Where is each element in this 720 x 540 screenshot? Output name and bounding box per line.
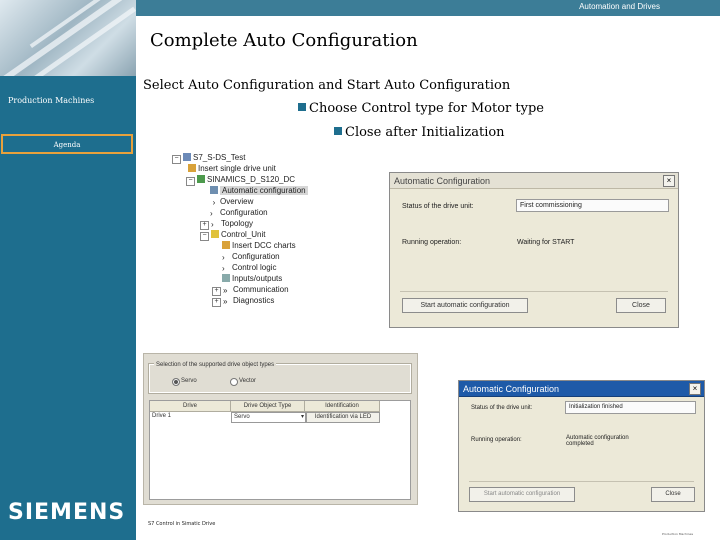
chevron-right-icon: › <box>210 209 213 218</box>
servo-radio[interactable] <box>172 378 180 386</box>
sidebar-section-label: Production Machines <box>8 96 95 105</box>
dialog-title-bar: Automatic Configuration × <box>390 173 678 189</box>
sidebar <box>0 0 136 540</box>
running-label: Running operation: <box>402 239 462 246</box>
project-tree <box>172 152 322 304</box>
page-title: Complete Auto Configuration <box>150 30 418 51</box>
project-icon <box>183 153 191 161</box>
tree-node[interactable]: › Configuration <box>210 208 268 218</box>
tree-node[interactable]: Insert single drive unit <box>188 163 276 174</box>
agenda-label: Agenda <box>53 141 81 149</box>
auto-config-icon <box>210 186 218 194</box>
vector-radio[interactable] <box>230 378 238 386</box>
identify-led-button[interactable]: Identification via LED <box>306 412 380 423</box>
bullet-square-icon <box>298 103 306 111</box>
drive-object-panel <box>143 353 418 505</box>
start-auto-config-button[interactable]: Start automatic configuration <box>469 487 575 502</box>
dialog-title-bar: Automatic Configuration × <box>459 381 704 397</box>
vector-label: Vector <box>239 378 257 384</box>
status-field: First commissioning <box>516 199 669 212</box>
tree-node[interactable]: Insert DCC charts <box>222 240 296 251</box>
chevron-right-icon: › <box>222 253 225 262</box>
tree-node[interactable]: › Overview <box>210 196 253 207</box>
tree-node[interactable]: + » Communication <box>212 284 289 295</box>
expand-icon: + <box>212 287 221 296</box>
tree-node[interactable]: − SINAMICS_D_S120_DC <box>186 174 295 185</box>
tree-node[interactable]: + » Diagnostics <box>212 295 274 306</box>
bullet-2: Close after Initialization <box>334 125 505 140</box>
insert-icon <box>222 241 230 249</box>
drive-unit-icon <box>197 175 205 183</box>
brand-line: Automation and Drives <box>579 2 660 11</box>
expand-icon: + <box>200 221 209 230</box>
collapse-icon: − <box>200 232 209 241</box>
chevron-right-icon: › <box>212 198 216 207</box>
bullet-square-icon <box>334 127 342 135</box>
agenda-button[interactable] <box>1 134 133 154</box>
status-field: Initialization finished <box>565 401 696 414</box>
servo-label: Servo <box>181 378 197 384</box>
running-label: Running operation: <box>471 437 522 443</box>
tree-node-selected[interactable]: Automatic configuration <box>210 185 308 196</box>
table-cell: Drive 1 <box>152 413 172 419</box>
tree-node[interactable]: › Control logic <box>222 263 277 273</box>
chevron-down-icon: ▾ <box>300 414 304 420</box>
column-header: Drive <box>150 401 231 412</box>
chevron-right-icon: » <box>223 297 228 306</box>
drive-type-select[interactable]: Servo ▾ <box>231 412 306 423</box>
tree-node[interactable]: + › Topology <box>200 218 253 229</box>
close-icon[interactable]: × <box>663 175 675 187</box>
subtitle: Select Auto Configuration and Start Auto Configuration <box>143 78 511 93</box>
running-value: Waiting for START <box>517 239 575 246</box>
close-icon[interactable]: × <box>689 383 701 395</box>
hero-image <box>0 0 136 76</box>
start-auto-config-button[interactable]: Start automatic configuration <box>402 298 528 313</box>
running-value: Automatic configuration completed <box>566 435 629 447</box>
tree-node[interactable]: Inputs/outputs <box>222 273 282 284</box>
status-label: Status of the drive unit: <box>402 203 474 210</box>
collapse-icon: − <box>172 155 181 164</box>
io-icon <box>222 274 230 282</box>
group-title: Selection of the supported drive object types <box>156 362 275 368</box>
tree-node[interactable]: › Configuration <box>222 252 280 262</box>
close-button[interactable]: Close <box>651 487 695 502</box>
column-header: Identification <box>305 401 380 412</box>
collapse-icon: − <box>186 177 195 186</box>
chevron-right-icon: › <box>211 220 214 229</box>
expand-icon: + <box>212 298 221 307</box>
bullet-1: Choose Control type for Motor type <box>298 101 544 116</box>
chevron-right-icon: » <box>223 286 228 295</box>
siemens-logo: SIEMENS <box>8 500 126 525</box>
footer-right: Production Machines <box>662 532 694 536</box>
tree-node[interactable]: − Control_Unit <box>200 229 265 240</box>
column-header: Drive Object Type <box>231 401 305 412</box>
control-unit-icon <box>211 230 219 238</box>
auto-config-dialog-2 <box>458 380 705 512</box>
chevron-right-icon: › <box>222 264 225 273</box>
status-label: Status of the drive unit: <box>471 405 533 411</box>
top-bar <box>136 0 720 16</box>
tree-node[interactable]: − S7_S-DS_Test <box>172 152 245 163</box>
auto-config-dialog-1 <box>389 172 679 328</box>
footer-left: S7 Control in Simatic Drive <box>148 521 216 527</box>
close-button[interactable]: Close <box>616 298 666 313</box>
drive-table <box>149 400 411 500</box>
insert-icon <box>188 164 196 172</box>
